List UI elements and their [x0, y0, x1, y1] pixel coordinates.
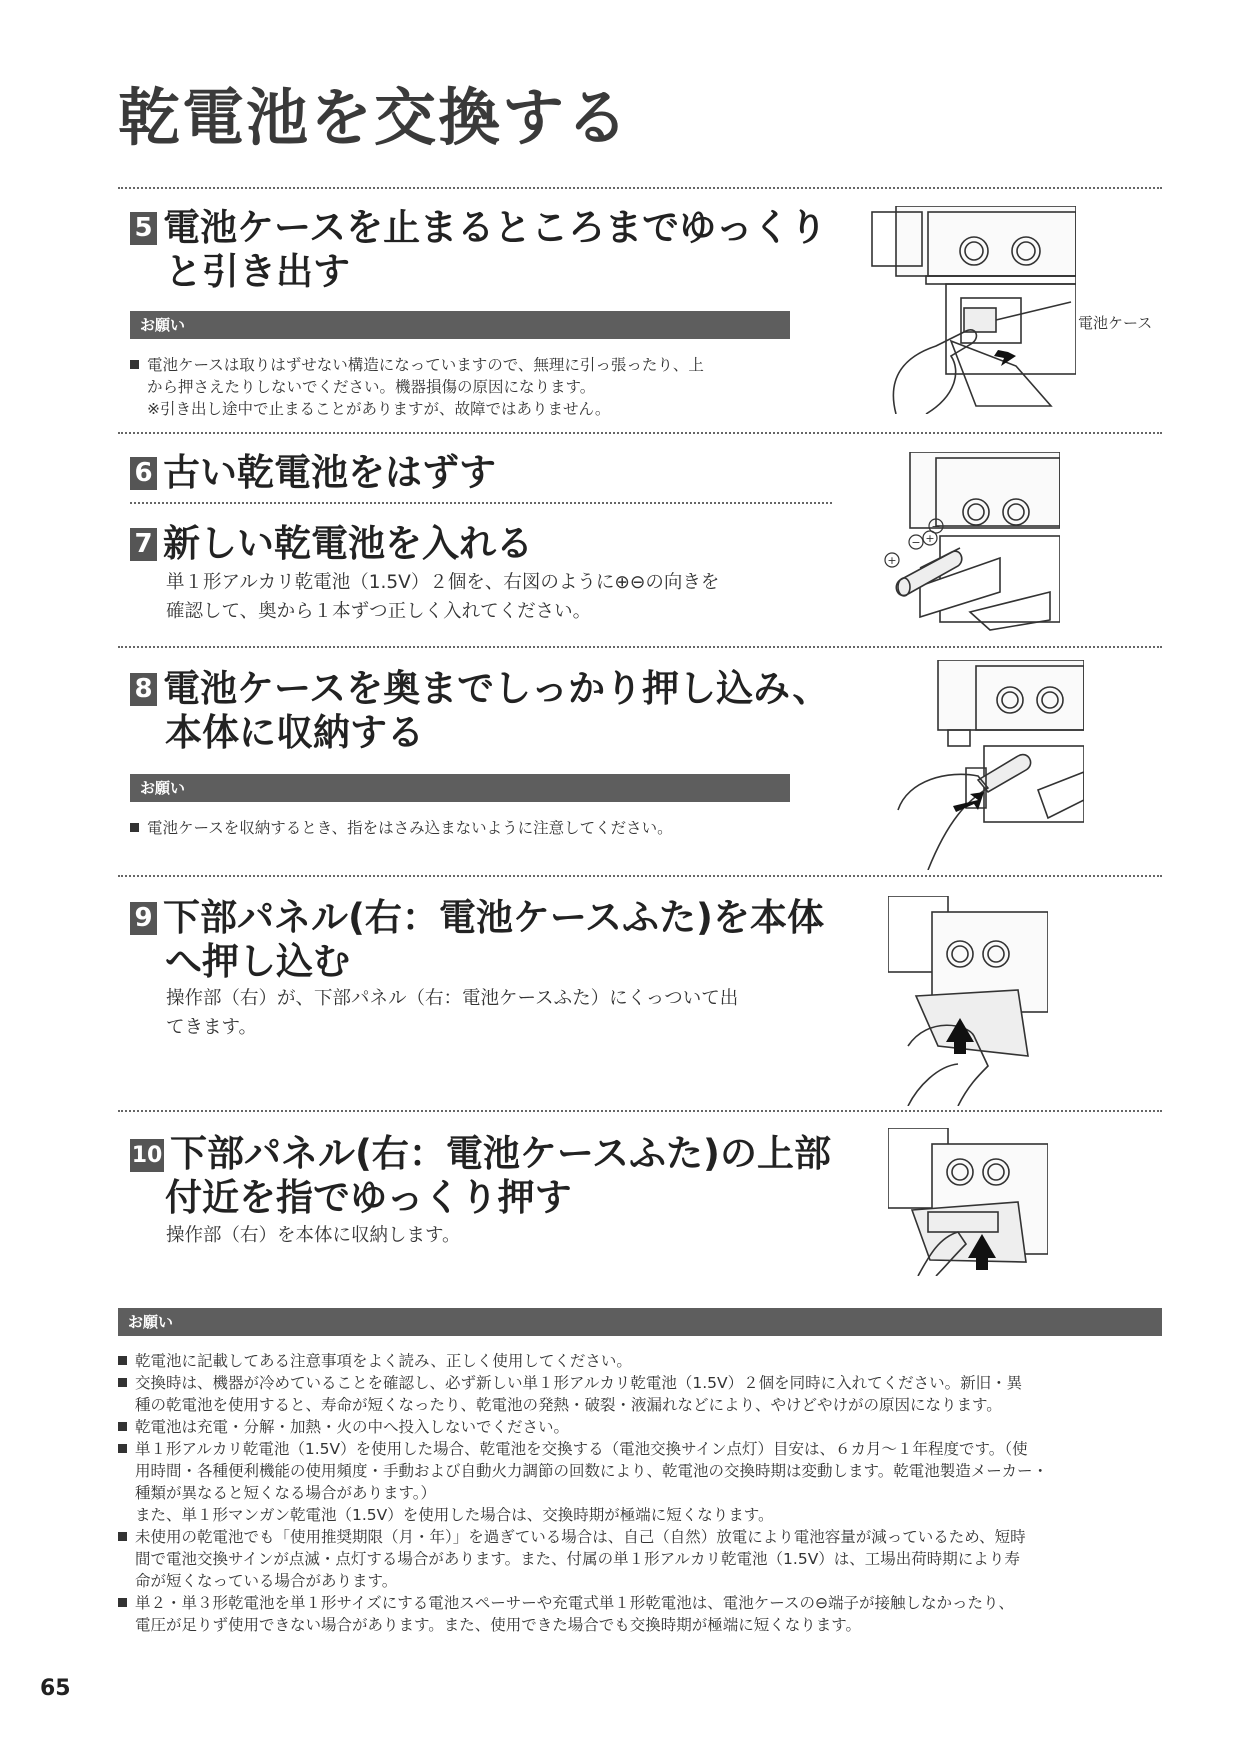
page-title: 乾電池を交換する	[118, 81, 631, 154]
list-item: 乾電池に記載してある注意事項をよく読み、正しく使用してください。	[118, 1350, 1168, 1372]
note-header: お願い	[118, 1308, 1162, 1336]
step-5-title-line2: と引き出す	[165, 250, 350, 293]
list-item: 電池ケースは取りはずせない構造になっていますので、無理に引っ張ったり、上 から押さえたりしないでください。機器損傷の原因になります。 ※引き出し途中で止まることがありますが、故障ではありません。	[130, 354, 800, 420]
divider	[118, 646, 1162, 648]
step-8-notes	[130, 817, 800, 839]
step-7-title: 新しい乾電池を入れる	[163, 522, 533, 565]
bullet-square-icon	[118, 1378, 127, 1387]
supplementary-note: ※引き出し途中で止まることがありますが、故障ではありません。	[147, 400, 611, 418]
divider	[118, 1110, 1162, 1112]
bullet-square-icon	[118, 1356, 127, 1365]
step-9-heading	[130, 896, 824, 984]
step-10-title-line1: 下部パネル(右：電池ケースふた)の上部	[170, 1132, 831, 1175]
bullet-square-icon	[130, 360, 139, 369]
illustration-insert-batteries	[880, 452, 1060, 632]
list-item: 単１形アルカリ乾電池（1.5V）を使用した場合、乾電池を交換する（電池交換サイン点灯）目安は、６カ月～１年程度です。（使 用時間・各種便利機能の使用頻度・手動および自動火力調節の回数により、乾電池の交換時期は変動します。乾電池製造メーカー・ 種類が異なると短くなる場合があります。） また、単１形マンガン乾電池（1.5V）を使用した場合は、交換時期が極端に短くなります。	[118, 1438, 1168, 1526]
illustration-push-lower-panel	[888, 896, 1048, 1106]
list-item: 未使用の乾電池でも「使用推奨期限（月・年）」を過ぎている場合は、自己（自然）放電により電池容量が減っているため、短時 間で電池交換サインが点滅・点灯する場合があります。また、付属の単１形アルカリ乾電池（1.5V）は、工場出荷時期により寿 命が短くなっている場合があります。	[118, 1526, 1168, 1592]
bullet-square-icon	[118, 1532, 127, 1541]
step-8-title-line2: 本体に収納する	[165, 711, 424, 754]
step-5-heading	[130, 206, 827, 294]
step-9-title-line1: 下部パネル(右：電池ケースふた)を本体	[163, 896, 824, 939]
list-item: 交換時は、機器が冷めていることを確認し、必ず新しい単１形アルカリ乾電池（1.5V）２個を同時に入れてください。新旧・異 種の乾電池を使用すると、寿命が短くなったり、乾電池の発熱・破裂・液漏れなどにより、やけどやけがの原因になります。	[118, 1372, 1168, 1416]
step-number-badge: 8	[130, 673, 157, 706]
step-9-description: 操作部（右）が、下部パネル（右：電池ケースふた）にくっついて出 てきます。	[166, 988, 739, 1038]
minus-sign: −	[931, 520, 941, 533]
step-10-heading	[130, 1132, 831, 1220]
step-8-title-line1: 電池ケースを奥までしっかり押し込み、	[163, 667, 830, 710]
illustration-pull-out-battery-case	[866, 206, 1076, 414]
illustration-push-in-battery-case	[888, 660, 1084, 870]
bullet-square-icon	[118, 1444, 127, 1453]
step-10-description: 操作部（右）を本体に収納します。	[166, 1225, 461, 1246]
illustration-press-panel-top	[888, 1128, 1048, 1276]
step-7-heading	[130, 522, 533, 566]
battery-case-callout: 電池ケース	[1078, 314, 1153, 332]
page-number: 65	[40, 1676, 71, 1701]
note-header: お願い	[130, 774, 790, 802]
step-9-title-line2: へ押し込む	[165, 940, 350, 983]
list-item: 電池ケースを収納するとき、指をはさみ込まないように注意してください。	[130, 817, 800, 839]
step-7-description: 単１形アルカリ乾電池（1.5V）２個を、右図のように⊕⊖の向きを 確認して、奥から１本ずつ正しく入れてください。	[166, 572, 720, 622]
step-5-notes	[130, 354, 800, 420]
step-10-title-line2: 付近を指でゆっくり押す	[165, 1176, 572, 1219]
list-item: 単２・単３形乾電池を単１形サイズにする電池スペーサーや充電式単１形乾電池は、電池ケースの⊖端子が接触しなかったり、 電圧が足りず使用できない場合があります。また、使用できた場合でも交換時期が極端に短くなります。	[118, 1592, 1168, 1636]
bottom-notes	[118, 1350, 1168, 1636]
note-header: お願い	[130, 311, 790, 339]
plus-sign: +	[925, 532, 935, 545]
step-number-badge: 9	[130, 902, 157, 935]
step-number-badge: 5	[130, 212, 157, 245]
step-number-badge: 10	[130, 1139, 164, 1172]
divider	[118, 187, 1162, 189]
divider	[118, 875, 1162, 877]
step-number-badge: 7	[130, 528, 157, 561]
plus-sign: +	[887, 554, 897, 567]
minus-sign: −	[911, 536, 921, 549]
step-number-badge: 6	[130, 457, 157, 490]
step-6-heading	[130, 451, 496, 495]
step-6-title: 古い乾電池をはずす	[163, 451, 496, 494]
step-5-title-line1: 電池ケースを止まるところまでゆっくり	[163, 206, 827, 249]
list-item: 乾電池は充電・分解・加熱・火の中へ投入しないでください。	[118, 1416, 1168, 1438]
divider	[118, 432, 1162, 434]
bullet-square-icon	[118, 1422, 127, 1431]
bullet-square-icon	[118, 1598, 127, 1607]
step-8-heading	[130, 667, 829, 755]
bullet-square-icon	[130, 823, 139, 832]
divider	[130, 502, 832, 504]
